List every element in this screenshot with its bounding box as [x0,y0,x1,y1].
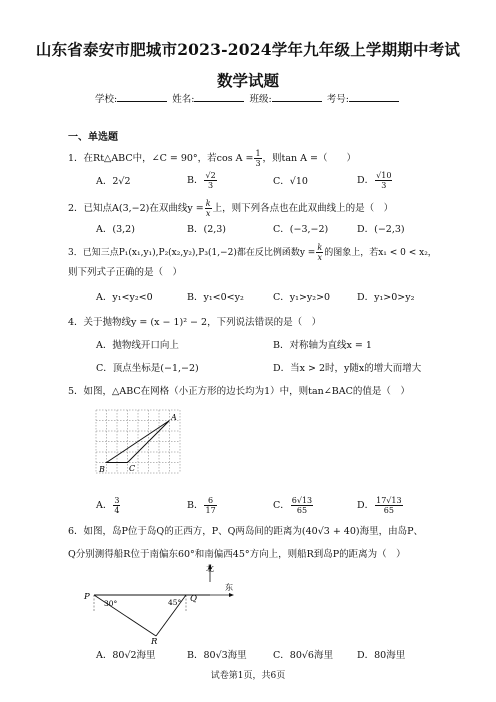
q4-option-a[interactable]: A．抛物线开口向上 [96,340,179,351]
q6-label-q: Q [190,594,197,604]
q2-stem-b: 上，则下列各点也在此双曲线上的是（ ） [212,203,394,214]
q4-option-d[interactable]: D．当x > 2时，y随x的增大而增大 [273,363,422,374]
question-3 [68,243,437,262]
q6-option-d[interactable]: D．80海里 [357,650,406,661]
q1-option-a[interactable]: A．2√2 [96,176,131,187]
q1-option-b[interactable]: B． $\frac{√2}{3}$ [187,171,216,190]
q6-label-r: R [151,637,158,646]
q1-stem-b: ，则tan A =（ ） [262,153,357,164]
q2-option-b[interactable]: B．(2,3) [187,224,227,235]
q6-option-a[interactable]: A．80√2海里 [96,650,156,661]
page-footer: 试卷第1页，共6页 [210,671,286,681]
q3-option-a[interactable]: A．y₁<y₂<0 [96,292,153,303]
exam-title: 山东省泰安市肥城市2023-2024学年九年级上学期期中考试 [35,40,461,59]
q4-option-c[interactable]: C．顶点坐标是(−1,−2) [96,363,199,374]
exam-number-label: 考号: [326,94,349,105]
q5-option-b[interactable]: B． $\frac{6}{17}$ [187,496,216,515]
section-heading: 一、单选题 [68,132,118,143]
question-4: 4．关于抛物线y = (x − 1)² − 2，下列说法错误的是（ ） [68,317,322,328]
q2-option-d[interactable]: D．(−2,3) [357,224,405,235]
question-5: 5．如图，△ABC在网格（小正方形的边长均为1）中，则tan∠BAC的值是（ ） [68,386,410,397]
q2-stem-a: 2．已知点A(3,−2)在双曲线y = [68,203,204,214]
q6-north-label: 北 [206,564,214,573]
q3-stem-line2: 则下列式子正确的是（ ） [68,267,183,278]
q5-label-b: B [99,465,105,474]
student-info-row [0,91,496,105]
question-6-line2: Q分别测得船R位于南偏东60°和南偏西45°方向上，则船R到岛P的距离为（ ） [68,549,406,560]
q6-option-b[interactable]: B．80√3海里 [187,650,247,661]
exam-subtitle: 数学试题 [216,71,279,90]
name-blank[interactable] [194,92,244,102]
q5-label-c: C [129,464,136,473]
q4-option-b[interactable]: B．对称轴为直线x = 1 [273,340,372,351]
q3-option-c[interactable]: C．y₁>y₂>0 [273,292,331,303]
q3-fraction: $\frac{k}{x}$ [317,243,323,262]
q5-option-d[interactable]: D． $\frac{17√13}{65}$ [357,496,402,515]
q6-option-c[interactable]: C．80√6海里 [273,650,333,661]
q1-option-c[interactable]: C．√10 [273,176,308,187]
q6-angle-q: 45° [168,598,182,607]
q5-option-a[interactable]: A． $\frac{3}{4}$ [96,496,120,515]
q6-direction-figure [82,562,252,646]
question-1 [68,149,356,168]
q5-grid-figure [94,408,184,480]
class-label: 班级: [249,94,272,105]
q6-angle-p: 30° [104,599,118,608]
question-2 [68,199,393,218]
q1-option-d[interactable]: D． $\frac{√10}{3}$ [357,171,392,190]
q2-option-c[interactable]: C．(−3,−2) [273,224,329,235]
exam-number-blank[interactable] [349,92,399,102]
q3-stem-a: 3．已知三点P₁(x₁,y₁),P₂(x₂,y₂),P₃(1,−2)都在反比例函数y = [68,248,316,258]
name-label: 姓名: [172,94,195,105]
q2-option-a[interactable]: A．(3,2) [96,224,135,235]
school-blank[interactable] [117,92,167,102]
class-blank[interactable] [272,92,322,102]
school-label: 学校: [95,94,118,105]
q1-fraction: $\frac{1}{3}$ [255,149,261,168]
q6-east-label: 东 [225,583,233,592]
q6-label-p: P [84,592,90,602]
q1-stem-a: 1．在Rt△ABC中，∠C = 90°，若cos A = [68,153,254,164]
q3-stem-b: 的图象上，若x₁ < 0 < x₂， [324,248,437,258]
q5-label-a: A [171,413,177,422]
q5-option-c[interactable]: C． $\frac{6√13}{65}$ [273,496,313,515]
question-6-line1: 6．如图，岛P位于岛Q的正西方，P、Q两岛间的距离为(40√3 + 40)海里，由岛P、 [68,526,423,537]
q3-option-b[interactable]: B．y₁<0<y₂ [187,292,244,303]
q3-option-d[interactable]: D．y₁>0>y₂ [357,292,415,303]
q2-fraction: $\frac{k}{x}$ [205,199,211,218]
